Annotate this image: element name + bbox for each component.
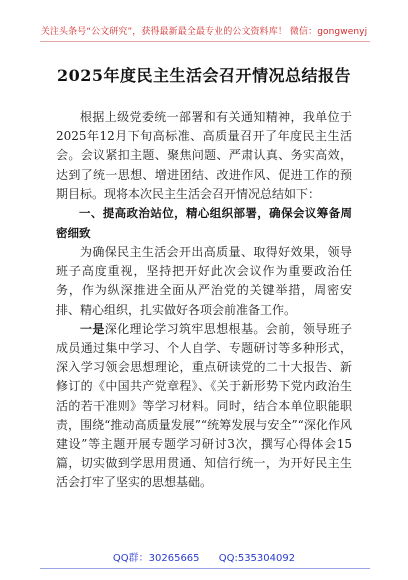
header-divider bbox=[40, 41, 370, 42]
intro-paragraph: 根据上级党委统一部署和有关通知精神，我单位于2025年12月下旬高标准、高质量召开了年度民主生活会。会议紧扣主题、聚焦问题、严肃认真、务实高效，达到了统一思想、增进团结、改进作风、促进工作的预期目标。现将本次民主生活会召开情况总结如下： bbox=[56, 110, 352, 201]
promo-banner: 关注头条号“公文研究”，获得最新最全最专业的公文资料库！ 微信：gongwenyj bbox=[40, 27, 368, 37]
document-body bbox=[56, 108, 352, 493]
qq-text: QQ:535304092 bbox=[218, 553, 296, 564]
point-text: 深化理论学习筑牢思想根基。会前，领导班子成员通过集中学习、个人自学、专题研讨等多种形式，深入学习领会思想理论，重点研读党的二十大报告、新修订的《中国共产党章程》、《关于新形势下党内政治生活的若干准则》等学习材料。同时，结合本单位职能职责，围绕“推动高质量发展”“统筹发展与安全”“深化作风建设”等主题开展专题学习研讨3次，撰写心得体会15篇，切实做到学思用贯通、知信行统一，为开好民主生活会打牢了坚实的思想基础。 bbox=[56, 321, 352, 490]
point-lead: 一是 bbox=[80, 321, 105, 336]
footer-divider bbox=[40, 568, 370, 569]
section-paragraph-point bbox=[56, 320, 352, 493]
section-heading: 一、提高政治站位，精心组织部署，确保会议筹备周密细致 bbox=[56, 206, 352, 240]
document-title: 2025年度民主生活会召开情况总结报告 bbox=[56, 66, 352, 85]
qq-group-text: QQ群：30265665 bbox=[112, 553, 200, 564]
contact-footer bbox=[0, 549, 408, 564]
section-paragraph: 为确保民主生活会开出高质量、取得好效果，领导班子高度重视，坚持把开好此次会议作为重要政治任务，作为纵深推进全面从严治党的关键举措，周密安排、精心组织，扎实做好各项会前准备工作。 bbox=[56, 245, 352, 317]
